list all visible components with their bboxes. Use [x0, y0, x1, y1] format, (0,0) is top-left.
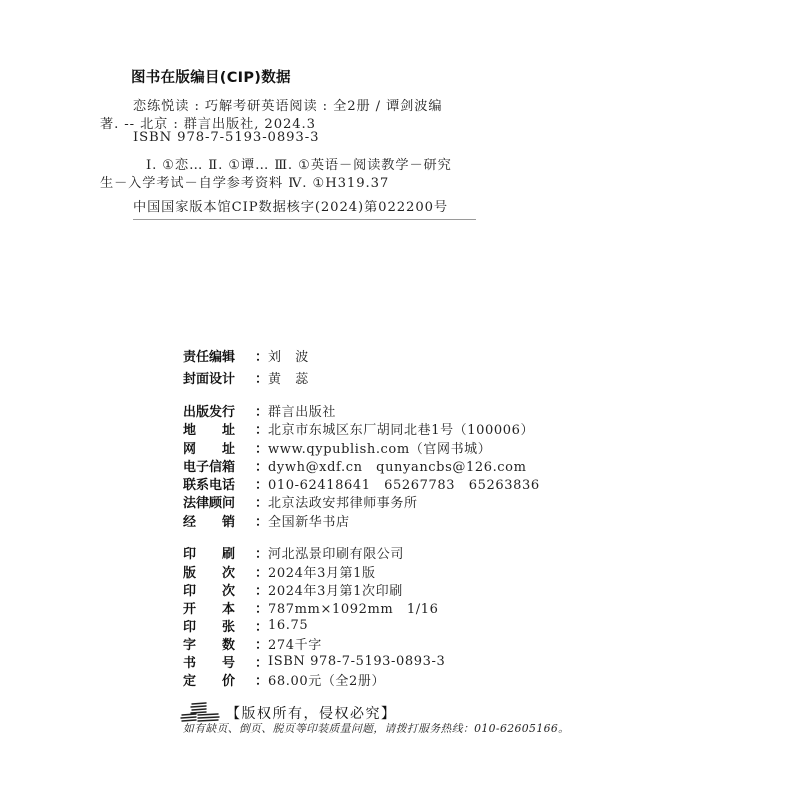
- cip-classification-line: Ⅰ. ①恋… Ⅱ. ①谭… Ⅲ. ①英语－阅读教学－研究: [146, 158, 452, 173]
- cip-divider: [133, 219, 476, 220]
- cip-heading: 图书在版编目(CIP)数据: [131, 70, 291, 86]
- credit-row-website: 网 址 ： www.qypublish.com（官网书城）: [183, 438, 491, 456]
- credit-row-edition: 版 次 ： 2024年3月第1版: [183, 565, 376, 581]
- credit-row-phone: 联系电话 ： 010-62418641 65267783 65263836: [183, 474, 540, 492]
- cip-publisher-line: 著. -- 北京 : 群言出版社, 2024.3: [100, 117, 316, 132]
- credit-value: 刘 波: [268, 349, 309, 365]
- credit-label: 责任编辑: [183, 349, 236, 365]
- credit-row-price: 定 价 ： 68.00元（全2册）: [183, 673, 386, 689]
- cip-isbn-line: ISBN 978-7-5193-0893-3: [133, 130, 320, 145]
- credit-row-responsible-editor: 责任编辑 ： 刘 波: [183, 346, 309, 364]
- credit-value: 黄 蕊: [268, 371, 309, 387]
- cip-approval-number: 中国国家版本馆CIP数据核字(2024)第022200号: [133, 200, 449, 215]
- credit-row-printer: 印 刷 ： 河北泓景印刷有限公司: [183, 546, 405, 562]
- credit-row-distributor: 经 销 ： 全国新华书店: [183, 514, 350, 530]
- credit-row-isbn: 书 号 ： ISBN 978-7-5193-0893-3: [183, 653, 446, 671]
- website-link: www.qypublish.com（官网书城）: [268, 441, 492, 457]
- credit-row-format: 开 本 ： 787mm×1092mm 1/16: [183, 601, 439, 617]
- credit-row-cover-design: 封面设计 ： 黄 蕊: [183, 368, 309, 386]
- credit-row-email: 电子信箱 ： dywh@xdf.cn qunyancbs@126.com: [183, 456, 527, 474]
- copyright-notice: 【版权所有，侵权必究】: [226, 706, 397, 722]
- phone-numbers: 010-62418641 65267783 65263836: [268, 477, 540, 493]
- credit-row-publisher: 出版发行 ： 群言出版社: [183, 404, 337, 420]
- credit-row-word-count: 字 数 ： 274千字: [183, 637, 322, 653]
- credit-row-address: 地 址 ： 北京市东城区东厂胡同北巷1号（100006）: [183, 422, 535, 438]
- cip-title-line: 恋练悦读 : 巧解考研英语阅读 : 全2册 / 谭剑波编: [133, 99, 443, 114]
- credit-row-printed-sheets: 印 张 ： 16.75: [183, 617, 309, 635]
- credit-row-legal-counsel: 法律顾问 ： 北京法政安邦律师事务所: [183, 495, 418, 511]
- email-addresses: dywh@xdf.cn qunyancbs@126.com: [268, 459, 527, 475]
- quality-service-note: 如有缺页、倒页、脱页等印装质量问题，请拨打服务热线：010-62605166。: [183, 722, 570, 735]
- credit-row-impression: 印 次 ： 2024年3月第1次印刷: [183, 583, 403, 599]
- cip-classification-line-2: 生－入学考试－自学参考资料 Ⅳ. ①H319.37: [100, 176, 390, 191]
- credit-label: 封面设计: [183, 371, 236, 387]
